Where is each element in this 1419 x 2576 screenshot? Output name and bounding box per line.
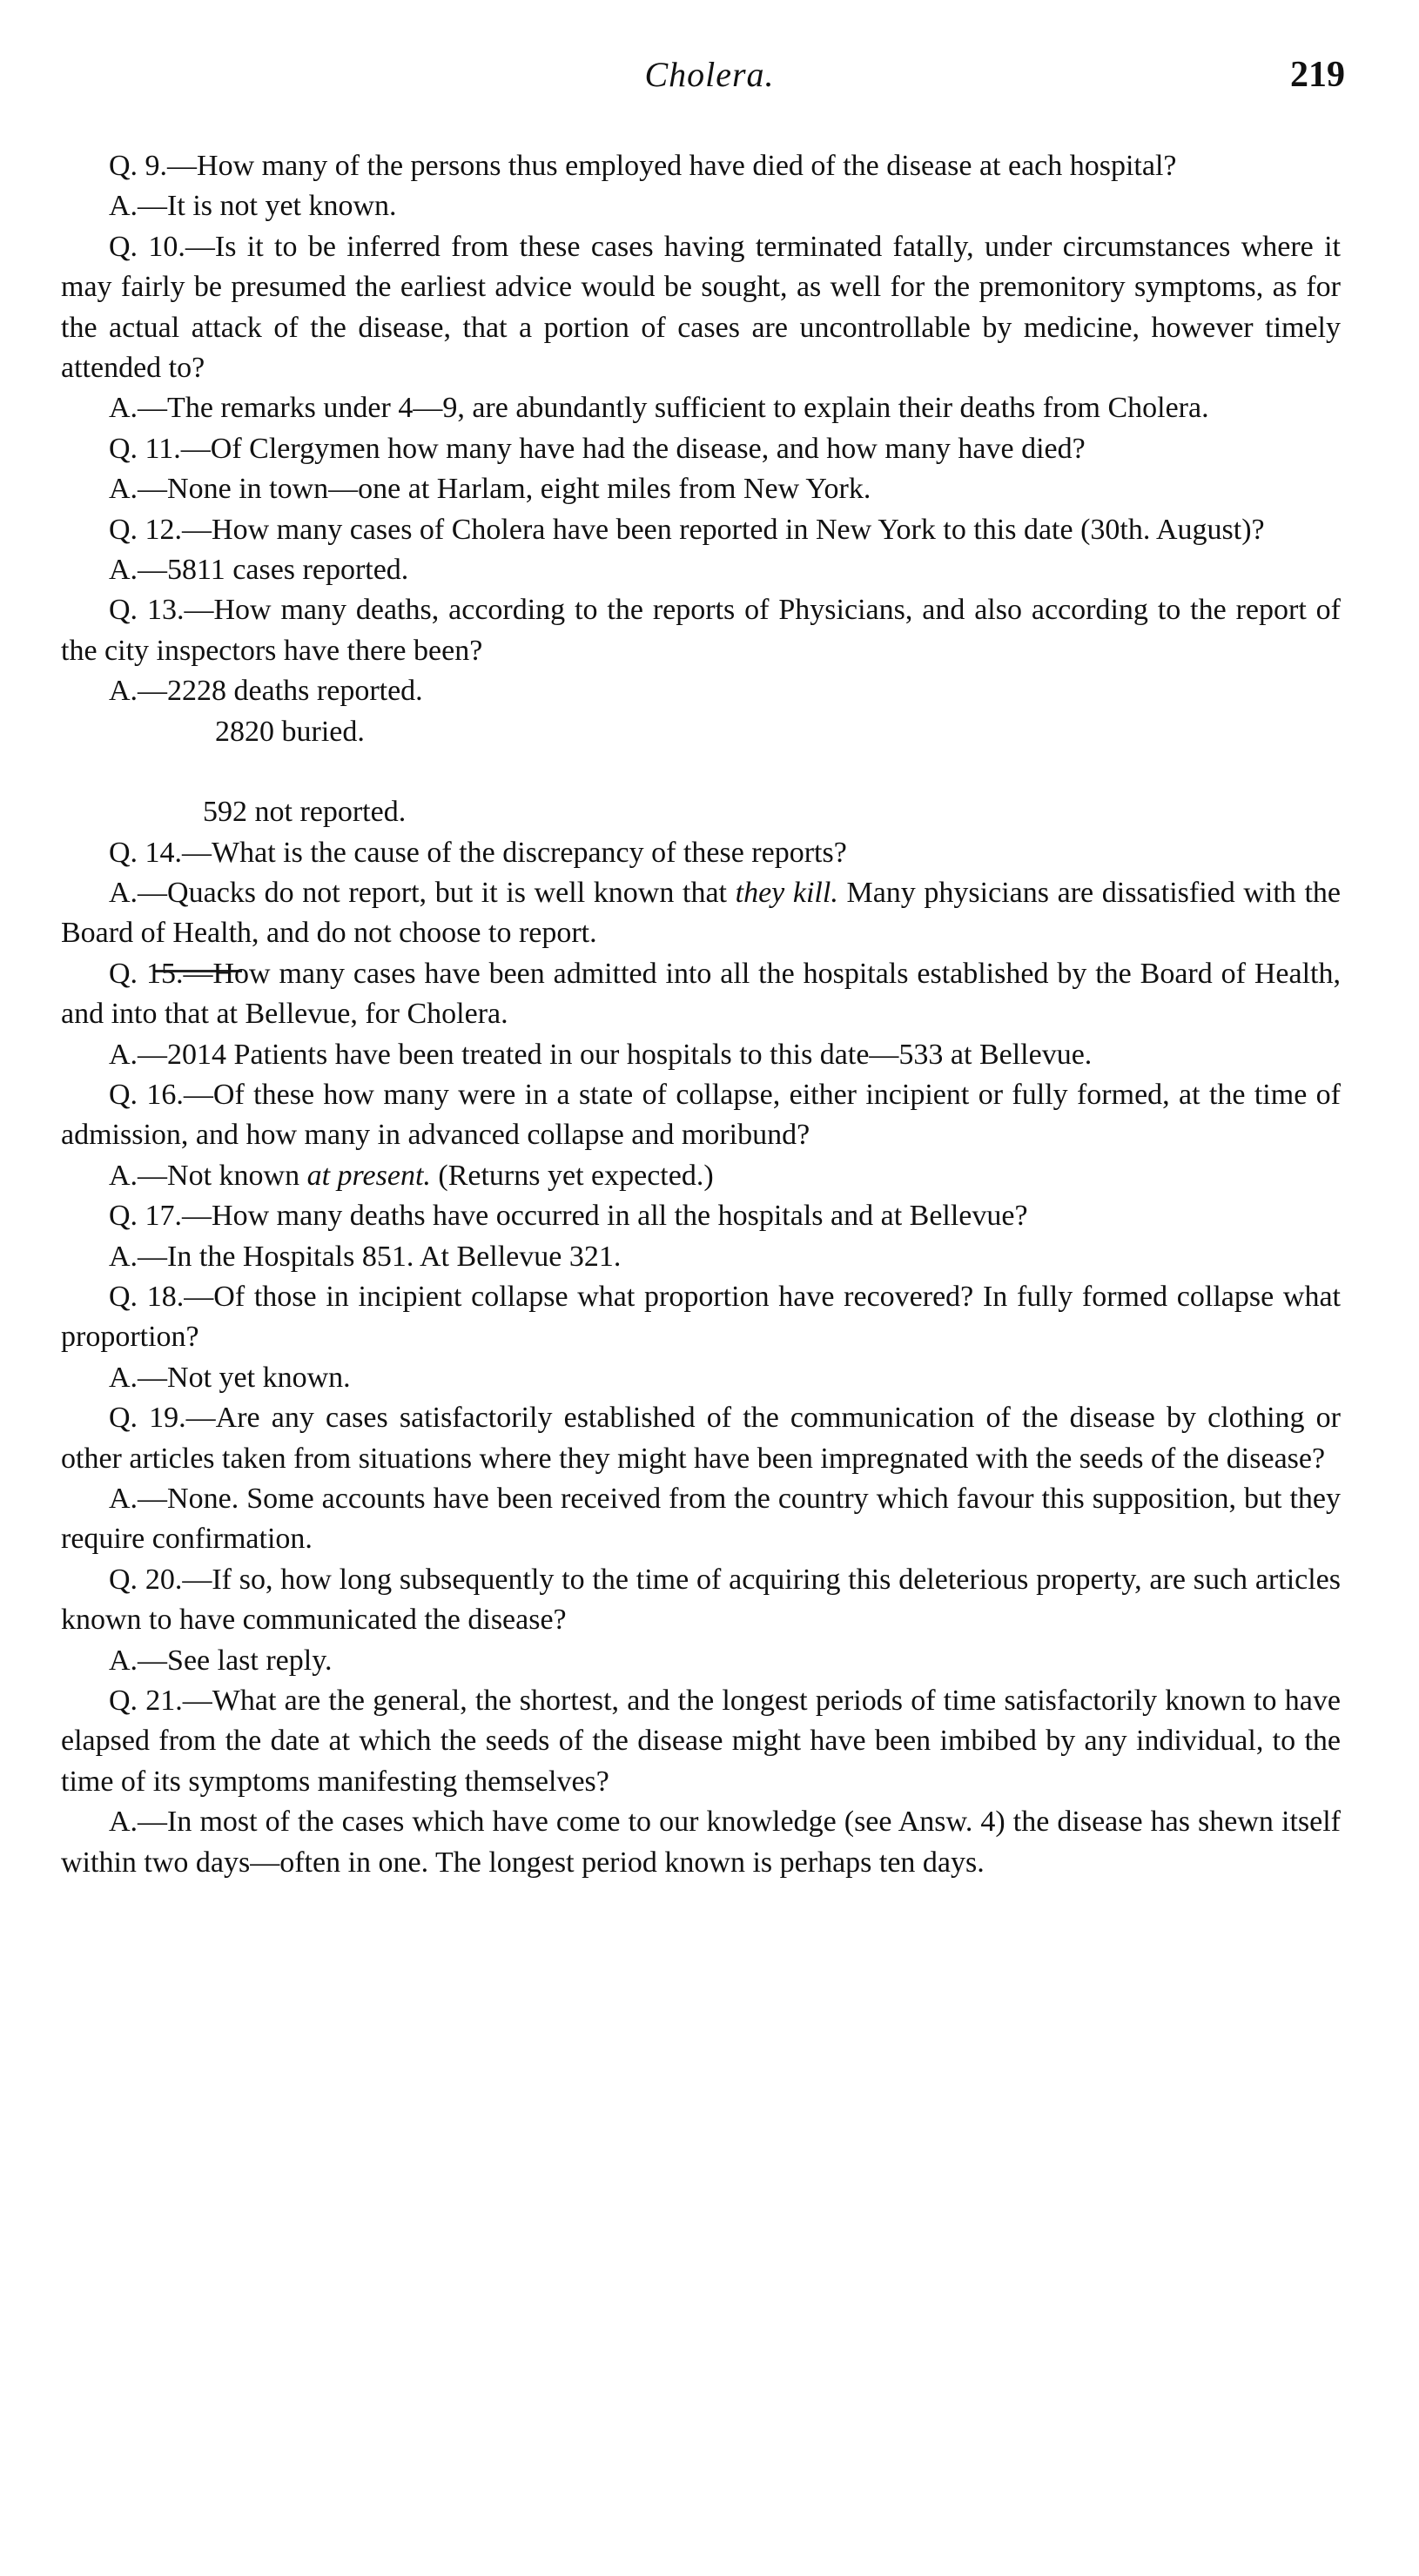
answer-12: A.—5811 cases reported. [109, 554, 409, 587]
answer-16-start: A.—Not known [109, 1159, 307, 1192]
question-15: Q. 15.—How many cases have been admitted into all the hospitals established by the Board of Health, and into that at Bellevue, for Cholera. [61, 957, 1341, 1031]
question-10: Q. 10.—Is it to be inferred from these cases having terminated fatally, under circumstances where it may fairly be presumed the earliest advice would be sought, as well for the premonitory symptoms, as for the actual attack of the disease, that a portion of cases are uncontrollable by medicine, however timely attended to? [61, 230, 1341, 385]
question-16: Q. 16.—Of these how many were in a state of collapse, either incipient or fully formed, at the time of admission, and how many in advanced collapse and moribund? [61, 1078, 1341, 1152]
answer-13-not-reported: 592 not reported. [203, 796, 407, 829]
question-18: Q. 18.—Of those in incipient collapse what proportion have recovered? In fully formed collapse what proportion? [61, 1280, 1341, 1354]
answer-19: A.—None. Some accounts have been received from the country which favour this supposition, but they require confirmation. [61, 1483, 1341, 1556]
answer-13-buried: 2820 buried. [215, 715, 365, 748]
answer-14-start: A.—Quacks do not report, but it is well known that [109, 876, 736, 909]
question-13: Q. 13.—How many deaths, according to the reports of Physicians, and also according to the report of the city inspectors have there been? [61, 594, 1341, 667]
answer-18: A.—Not yet known. [109, 1361, 351, 1394]
answer-16 [61, 1156, 1341, 1196]
answer-20: A.—See last reply. [109, 1644, 333, 1677]
answer-16-end: (Returns yet expected.) [430, 1159, 714, 1192]
answer-10: A.—The remarks under 4—9, are abundantly sufficient to explain their deaths from Cholera. [109, 392, 1209, 425]
question-14: Q. 14.—What is the cause of the discrepancy of these reports? [109, 836, 847, 869]
answer-9: A.—It is not yet known. [109, 190, 397, 223]
answer-14-emphasis: they kill. [735, 876, 838, 909]
question-12: Q. 12.—How many cases of Cholera have been reported in New York to this date (30th. August)? [109, 513, 1265, 546]
answer-21: A.—In most of the cases which have come to our knowledge (see Answ. 4) the disease has shewn itself within two days—often in one. The longest period known is perhaps ten days. [61, 1806, 1341, 1879]
question-21: Q. 21.—What are the general, the shortest, and the longest periods of time satisfactorily known to have elapsed from the date at which the seeds of the disease might have been imbibed by any individual, to the time of its symptoms manifesting themselves? [61, 1685, 1341, 1798]
answer-11: A.—None in town—one at Harlam, eight miles from New York. [109, 473, 871, 506]
body-text [61, 146, 1341, 1883]
question-17: Q. 17.—How many deaths have occurred in all the hospitals and at Bellevue? [109, 1200, 1028, 1233]
answer-13: A.—2228 deaths reported. [109, 675, 423, 708]
question-19: Q. 19.—Are any cases satisfactorily established of the communication of the disease by clothing or other articles taken from situations where they might have been impregnated with the seeds of the disease? [61, 1402, 1341, 1475]
answer-16-emphasis: at present. [306, 1159, 431, 1192]
running-head-title: Cholera. [644, 55, 775, 94]
question-20: Q. 20.—If so, how long subsequently to the time of acquiring this deleterious property, are such articles known to have communicated the disease? [61, 1563, 1341, 1637]
answer-14 [61, 873, 1341, 954]
question-11: Q. 11.—Of Clergymen how many have had the disease, and how many have died? [109, 432, 1086, 465]
page-number: 219 [1290, 55, 1345, 95]
answer-17: A.—In the Hospitals 851. At Bellevue 321. [109, 1240, 622, 1273]
answer-14-end: Many physicians are dissatisfied with the Board of Health, and do not choose to report. [61, 876, 1341, 950]
question-9: Q. 9.—How many of the persons thus employed have died of the disease at each hospital? [109, 150, 1177, 182]
answer-15: A.—2014 Patients have been treated in our hospitals to this date—533 at Bellevue. [109, 1038, 1093, 1071]
